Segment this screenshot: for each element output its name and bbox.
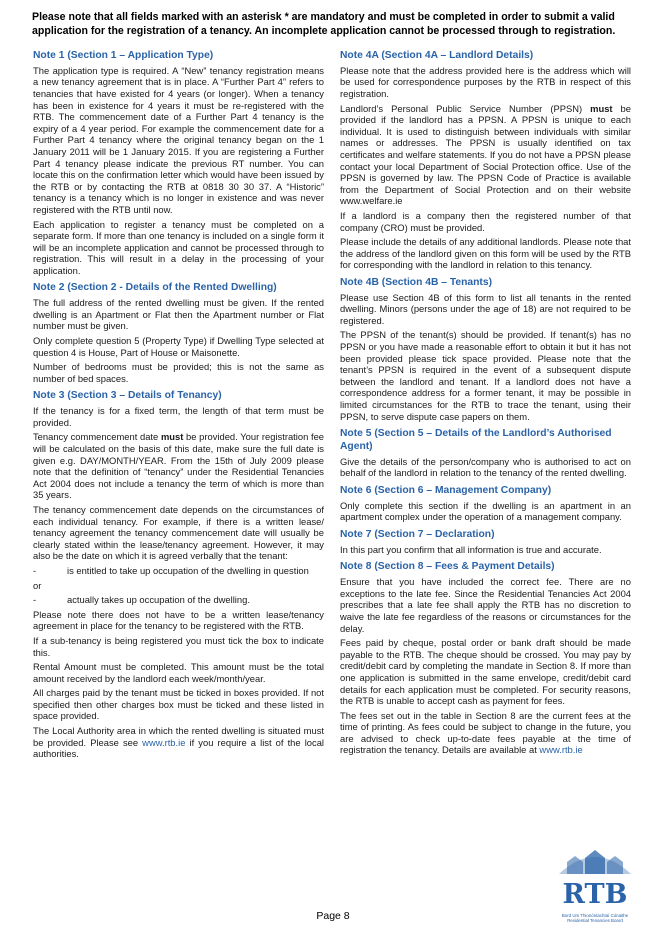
- text-run: Tenancy commencement date: [33, 431, 161, 443]
- list-text: is entitled to take up occupation of the dwelling in question: [67, 564, 309, 576]
- note-4b-title: Note 4B (Section 4B – Tenants): [340, 276, 492, 288]
- note-3-paragraph: If the tenancy is for a fixed term, the length of that term must be provided.: [33, 405, 324, 428]
- right-column: [340, 50, 631, 759]
- note-2-paragraph: Only complete question 5 (Property Type) if Dwelling Type selected at question 4 is House, Part of House or Maisonette.: [33, 335, 324, 358]
- note-3-paragraph: All charges paid by the tenant must be ticked in boxes provided. If not specified then other charges box must be ticked and these listed in space provided.: [33, 687, 324, 722]
- rtb-website-link[interactable]: www.rtb.ie: [142, 736, 186, 748]
- list-item: [33, 565, 324, 577]
- note-3-paragraph: Please note there does not have to be a written lease/tenancy agreement in place for the tenancy to be registered with the RTB.: [33, 608, 324, 632]
- text-run: be provided. Your registration fee will be calculated on the basis of this date, make sure the full date is given e.g. DAY/MONTH/YEAR. From the 15th of July 2009 please note that the definition of “tenancy” under the Residential Tenancies Act 2004 does not include a tenancy the term of which is more than 35 years.: [33, 431, 325, 501]
- note-4b-paragraph: The PPSN of the tenant(s) should be provided. If tenant(s) has no PPSN or you have made a reasonable effort to obtain it but it has not been provided please tick space provided. Please note that the tenant’s PPSN is required in the event of a subsequent dispute between the landlord and tenant. If a landlord does not have a correspondence address for a former tenant, it may be possible in limited circumstances for the RTB to trace the tenant, using their PPSN, to serve dispute case papers on them.: [340, 329, 631, 422]
- logo-text: RTB: [562, 879, 628, 908]
- list-item: [33, 594, 324, 606]
- note-1-paragraph: Each application to register a tenancy must be completed on a separate form. If more than one tenancy is included on a single form it will be an incomplete application and cannot be processed through to registration. This will result in a delay in the processing of your application.: [33, 218, 324, 276]
- note-4a-paragraph: Please include the details of any additional landlords. Please note that the address of the landlord given on this form will be used by the RTB for corresponding with the landlord in relation to this tenancy.: [340, 236, 631, 271]
- note-8-title: Note 8 (Section 8 – Fees & Payment Details): [340, 561, 555, 573]
- text-run: The fees set out in the table in Section 8 are the current fees at the time of printing. As fees could be subject to change in the future, you are advised to check up-to-date fees payable at the time of registration the tenancy. Details are available at: [340, 709, 631, 756]
- rtb-logo-graphic: [555, 840, 635, 908]
- list-dash: -: [33, 564, 37, 576]
- note-7-paragraph: In this part you confirm that all information is true and accurate.: [340, 543, 602, 555]
- text-run: if you require a list of the local authorities.: [33, 736, 324, 760]
- note-4a-paragraph: [340, 103, 631, 207]
- note-4a-paragraph: Please note that the address provided here is the address which will be used for correspondence purposes by the RTB in respect of this registration.: [340, 64, 631, 99]
- mandatory-fields-notice: Please note that all fields marked with an asterisk * are mandatory and must be completed in order to submit a valid application for the registration of a tenancy. An incomplete application cannot be processed through to registration.: [32, 11, 616, 37]
- note-6-title: Note 6 (Section 6 – Management Company): [340, 485, 552, 496]
- note-6-paragraph: Only complete this section if the dwelling is an apartment in an apartment complex under the operation of a management company.: [340, 499, 631, 523]
- note-3-paragraph: If a sub-tenancy is being registered you must tick the box to indicate this.: [33, 634, 324, 658]
- note-3-paragraph: Rental Amount must be completed. This amount must be the total amount received by the landlord each week/month/year.: [33, 661, 324, 684]
- note-1-paragraph: The application type is required. A “New” tenancy registration means a new tenancy agreement that is in place. A “Further Part 4” refers to tenancies that have existed for 4 years (or longer). When a tenancy has been in existence for 4 years it must be re-registered with the RTB. The commencement date of a Further Part 4 tenancy is the expiry of a 4 year period. For example the commencement date for a Further Part 4 tenancy where the original tenancy began on the 1 January 2011 will be 1 January 2015. If you are registering a Further Part 4 tenancy please indicate the previous RT number. You can locate this on the confirmation letter which would have been issued by the RTB or by contacting the RTB at 0818 30 30 37. A “Historic” tenancy is a tenancy which is no longer in existence and was never registered with the RTB until now.: [33, 64, 324, 215]
- text-run: The Local Authority area in which the rented dwelling is situated must be provided. Please see: [33, 725, 324, 748]
- note-4a-paragraph: If a landlord is a company then the registered number of that company (CRO) must be provided.: [340, 209, 631, 233]
- text-run: Landlord’s Personal Public Service Number (PPSN): [340, 102, 591, 114]
- note-8-paragraph: Fees paid by cheque, postal order or bank draft should be made payable to the RTB. The cheque should be crossed. You may pay by credit/debit card by completing the mandate in Section 8. If more than one application is submitted in the same envelope, credit/debit card details for each application must be completed. For security reasons, the RTB is unable to accept cash as payment for fees.: [340, 637, 631, 707]
- note-2-title: Note 2 (Section 2 - Details of the Rented Dwelling): [33, 282, 277, 294]
- emphasis-must: must: [160, 431, 184, 443]
- list-dash: -: [33, 594, 37, 606]
- note-4a-title: Note 4A (Section 4A – Landlord Details): [340, 50, 534, 61]
- list-text: actually takes up occupation of the dwelling.: [67, 594, 250, 606]
- left-column: [33, 50, 324, 763]
- logo-subtitle-english: Residential Tenancies Board: [567, 918, 623, 923]
- note-1-title: Note 1 (Section 1 – Application Type): [33, 50, 214, 61]
- rtb-logo: [555, 840, 635, 923]
- note-8-paragraph: [340, 710, 631, 756]
- note-8-paragraph: Ensure that you have included the correct fee. There are no exceptions to the late fee. Since the Residential Tenancies Act 2004 prescribes that a late fee shall apply the RTB has no discretion to waive the late fee regardless of the reasons or circumstances for the delay.: [340, 576, 631, 634]
- note-5-paragraph: Give the details of the person/company who is authorised to act on behalf of the landlord in relation to the tenancy of the rented dwelling.: [340, 455, 631, 479]
- emphasis-must: must: [590, 102, 613, 114]
- note-4b-paragraph: Please use Section 4B of this form to list all tenants in the rented dwelling. Minors (persons under the age of 18) are not required to be registered.: [340, 291, 631, 326]
- note-7-title: Note 7 (Section 7 – Declaration): [340, 528, 495, 540]
- note-3-paragraph: [33, 725, 324, 760]
- or-label: or: [33, 579, 42, 591]
- note-2-paragraph: Number of bedrooms must be provided; this is not the same as number of bed spaces.: [33, 361, 324, 384]
- note-3-paragraph: The tenancy commencement date depends on the circumstances of each individual tenancy. For example, if there is a written lease/ tenancy agreement the tenancy commencement date will usually be clearly stated within the lease/tenancy agreement. However, it may also be the date on which it is agreed verbally that the tenant:: [33, 503, 324, 562]
- page-number: Page 8: [316, 910, 350, 922]
- text-run: be provided if the landlord has a PPSN. A PPSN is unique to each individual. It is used to distinguish between individuals with similar names or addresses. The PPSN is usually identified on tax certificates and welfare statements. If you do not have a PPSN please contact your local Department of Social Protection office. Use of the PPSN is governed by law. The PPSN Code of Practice is available from the Department of Social Protection and on their website www.welfare.ie: [340, 102, 631, 207]
- logo-subtitle-irish: Bord Um Thionóntachtaí Cónaithe: [561, 913, 629, 918]
- rtb-website-link[interactable]: www.rtb.ie: [539, 744, 583, 756]
- note-3-title: Note 3 (Section 3 – Details of Tenancy): [33, 390, 222, 402]
- note-5-title: Note 5 (Section 5 – Details of the Landlord’s Authorised Agent): [340, 428, 612, 453]
- note-2-paragraph: The full address of the rented dwelling must be given. If the rented dwelling is an Apartment or Flat then the Apartment number or Flat number must be given.: [33, 297, 324, 332]
- note-3-paragraph: [33, 431, 324, 501]
